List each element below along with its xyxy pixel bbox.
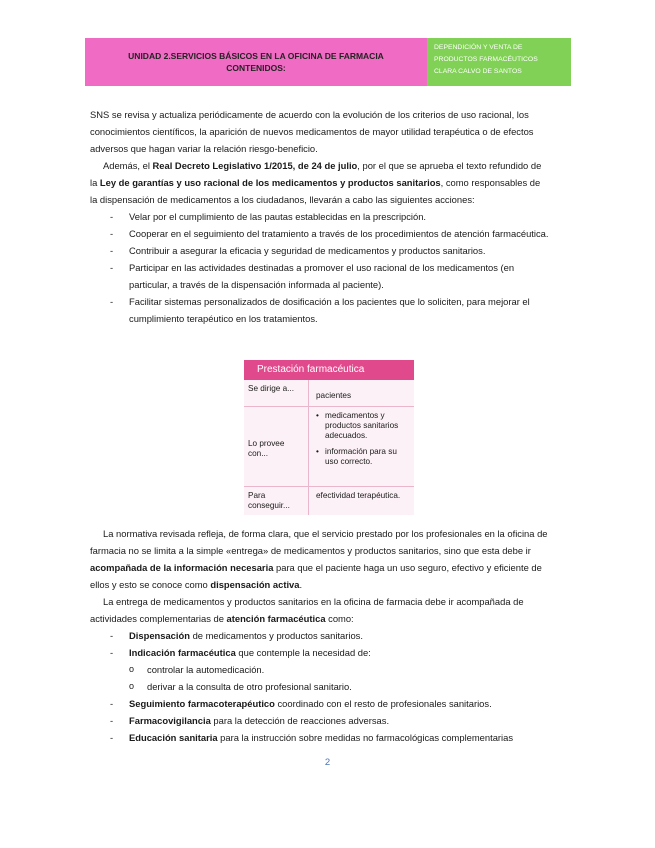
list-item (90, 729, 552, 746)
law-name: Ley de garantías y uso racional de los medicamentos y productos sanitarios (99, 177, 441, 188)
text-span: para la detección de reacciones adversas. (210, 715, 390, 726)
header-course-line1: DEPENDICIÓN Y VENTA DE (434, 44, 523, 51)
actions-list (90, 208, 550, 327)
text-span: , por el que se aprueba el texto refundido de la (90, 160, 542, 188)
figure-row-separator (244, 406, 414, 407)
text-span: . (299, 579, 303, 590)
list-item: - Cooperar en el seguimiento del tratamiento a través de los procedimientos de atención farmacéutica. (90, 225, 550, 242)
figure-title: Prestación farmacéutica (244, 360, 414, 380)
care-section (90, 525, 552, 746)
figure-bullet: • medicamentos y productos sanitarios adecuados. (316, 411, 411, 441)
care-activities-list-cont (90, 695, 552, 746)
decree-name: Real Decreto Legislativo 1/2015, de 24 de julio (152, 160, 358, 171)
figure-label: Se dirige a... (248, 384, 294, 393)
main-text (90, 106, 550, 327)
text-span: para la instrucción sobre medidas no farmacológicas complementarias (217, 732, 514, 743)
list-item: - Contribuir a asegurar la eficacia y seguridad de medicamentos y productos sanitarios. (90, 242, 550, 259)
figure-value: pacientes (316, 391, 352, 400)
text-span: La entrega de medicamentos y productos sanitarios en la oficina de farmacia debe ir acompañada de actividades complementarias de (90, 596, 524, 624)
figure-label: Para conseguir... (248, 491, 290, 510)
list-item (90, 627, 552, 644)
bold-term: Educación sanitaria (129, 732, 218, 743)
header-author: CLARA CALVO DE SANTOS (434, 68, 522, 75)
header-course-line2: PRODUCTOS FARMACÉUTICOS (434, 56, 538, 63)
sub-list-item: o controlar la automedicación. (90, 661, 552, 678)
figure-bullet: • información para su uso correcto. (316, 447, 411, 467)
figure-value (316, 411, 411, 473)
page-header (85, 38, 571, 86)
text-span: La normativa revisada refleja, de forma clara, que el servicio prestado por los profesionales en la oficina de farmacia no se limita a la simple «entrega» de medicamentos y productos sanitarios, sino que esta debe ir (90, 528, 548, 556)
list-item (90, 644, 552, 661)
figure-divider (308, 380, 309, 515)
bold-term: Farmacovigilancia (129, 715, 211, 726)
page-number: 2 (324, 757, 331, 768)
list-item: - Velar por el cumplimiento de las pautas establecidas en la prescripción. (90, 208, 550, 225)
pharma-service-figure (244, 360, 414, 515)
paragraph-intro: SNS se revisa y actualiza periódicamente de acuerdo con la evolución de los criterios de uso racional, los conocimientos científicos, la aparición de nuevos medicamentos de mayor utilidad terapéutica o de efectos adversos que hagan variar la relación riesgo-beneficio. (90, 109, 534, 154)
sub-list-item: o derivar a la consulta de otro profesional sanitario. (90, 678, 552, 695)
text-span: como: (325, 613, 354, 624)
indication-sublist (90, 661, 552, 695)
paragraph-active-dispensing (90, 525, 552, 593)
list-item (90, 712, 552, 729)
text-span: de medicamentos y productos sanitarios. (189, 630, 363, 641)
figure-value: efectividad terapéutica. (316, 491, 401, 500)
header-course-info (427, 38, 571, 86)
header-unit-line1: UNIDAD 2.SERVICIOS BÁSICOS EN LA OFICINA DE FARMACIA (128, 51, 384, 61)
text-span: , como responsables de la dispensación de medicamentos a los ciudadanos, llevarán a cabo las siguientes acciones: (90, 177, 541, 205)
paragraph-pharma-care (90, 593, 552, 627)
bold-term: Seguimiento farmacoterapéutico (129, 698, 275, 709)
list-item: - Facilitar sistemas personalizados de dosificación a los pacientes que lo soliciten, para mejorar el cumplimiento terapéutico en los tratamientos. (90, 293, 550, 327)
bold-term: dispensación activa (210, 579, 300, 590)
header-unit-line2: CONTENIDOS: (226, 63, 286, 73)
bold-term: Dispensación (129, 630, 190, 641)
text-span: que contemple la necesidad de: (235, 647, 371, 658)
text-span: para que el paciente haga un uso seguro, efectivo y eficiente de ellos y esto se conoce como (90, 562, 542, 590)
list-item (90, 695, 552, 712)
bold-term: atención farmacéutica (226, 613, 326, 624)
text-span: coordinado con el resto de profesionales sanitarios. (274, 698, 492, 709)
figure-row-separator (244, 486, 414, 487)
bold-term: Indicación farmacéutica (129, 647, 236, 658)
text-span: Además, el (103, 160, 153, 171)
header-unit-title (85, 38, 427, 86)
list-item: - Participar en las actividades destinadas a promover el uso racional de los medicamentos (en particular, a través de la dispensación informada al paciente). (90, 259, 550, 293)
figure-label: Lo provee con... (248, 439, 285, 458)
bold-term: acompañada de la información necesaria (90, 562, 274, 573)
care-activities-list (90, 627, 552, 661)
paragraph-decree (90, 157, 550, 208)
